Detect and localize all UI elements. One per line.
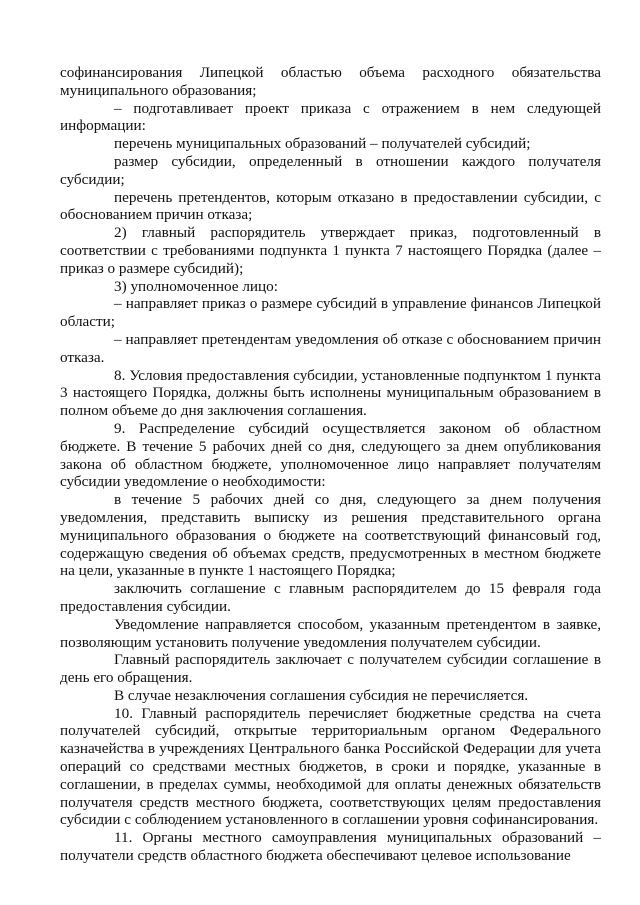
paragraph-2: – подготавливает проект приказа с отражением в нем следующей информации: [60,99,601,135]
document-page [60,64,601,865]
paragraph-3: перечень муниципальных образований – получателей субсидий; [114,135,531,153]
paragraph-18: 11. Органы местного самоуправления муниципальных образований – получатели средств областного бюджета обеспечивают целевое использование [60,829,601,865]
paragraph-11: 9. Распределение субсидий осуществляется законом об областном бюджете. В течение 5 рабочих дней со дня, следующего за днем опубликования закона об областном бюджете, уполномоченное лицо направляет получателям субсидии уведомление о необходимости: [60,419,601,491]
paragraph-15: Главный распорядитель заключает с получателем субсидии соглашение в день его обращения. [60,651,601,687]
paragraph-16: В случае незаключения соглашения субсидия не перечисляется. [114,686,529,704]
paragraph-8: – направляет приказ о размере субсидий в управление финансов Липецкой области; [60,295,601,331]
paragraph-17: 10. Главный распорядитель перечисляет бюджетные средства на счета получателей субсидий, открытые территориальным органом Федерального казначейства в учреждениях Центрального банка Российской Федерации для учета операций со средствами местных бюджетов, в сроки и порядке, указанные в соглашении, в пределах суммы, необходимой для оплаты денежных обязательств получателя средств местного бюджета, соответствующих целям предоставления субсидии с соблюдением установленного в соглашении уровня софинансирования. [60,704,601,829]
paragraph-6: 2) главный распорядитель утверждает приказ, подготовленный в соответствии с требованиями подпункта 1 пункта 7 настоящего Порядка (далее – приказ о размере субсидий); [60,224,601,277]
paragraph-5: перечень претендентов, которым отказано в предоставлении субсидии, с обоснованием причин отказа; [60,188,601,224]
paragraph-7: 3) уполномоченное лицо: [114,277,278,295]
paragraph-9: – направляет претендентам уведомления об отказе с обоснованием причин отказа. [60,330,601,366]
paragraph-13: заключить соглашение с главным распорядителем до 15 февраля года предоставления субсидии. [60,580,601,615]
paragraph-14: Уведомление направляется способом, указанным претендентом в заявке, позволяющим установить получение уведомления получателем субсидии. [60,615,601,651]
paragraph-10: 8. Условия предоставления субсидии, установленные подпунктом 1 пункта 3 настоящего Порядка, должны быть исполнены муниципальным образованием в полном объеме до дня заключения соглашения. [60,366,601,420]
paragraph-12: в течение 5 рабочих дней со дня, следующего за днем получения уведомления, представить выписку из решения представительного органа муниципального образования о бюджете на соответствующий финансовый год, содержащую сведения об объемах средств, предусмотренных в местном бюджете на цели, указанные в пункте 1 настоящего Порядка; [60,491,601,580]
paragraph-4: размер субсидии, определенный в отношении каждого получателя субсидии; [60,152,601,188]
paragraph-1: софинансирования Липецкой областью объема расходного обязательства муниципального образования; [60,64,601,99]
